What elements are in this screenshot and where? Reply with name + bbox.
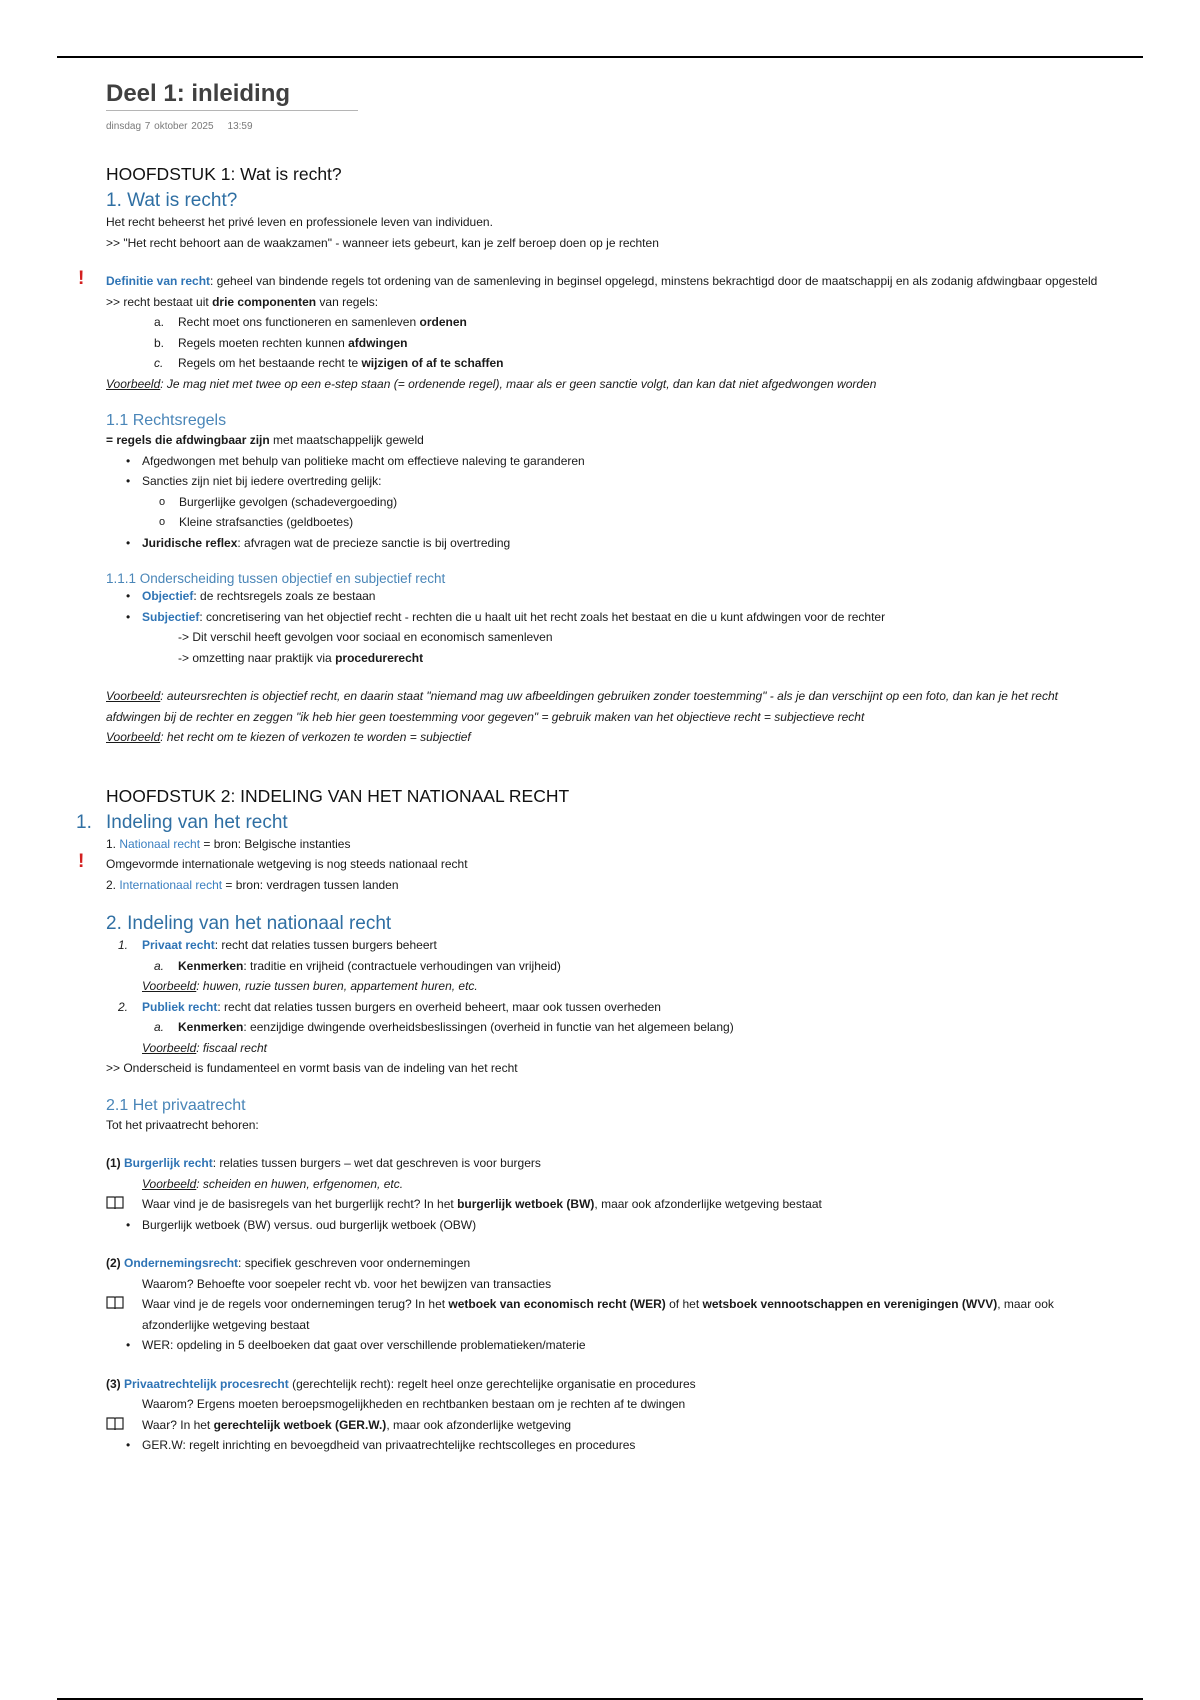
book-icon [106, 1296, 124, 1310]
components-intro: >> recht bestaat uit drie componenten van regels: [106, 294, 379, 309]
bullet-item: • Juridische reflex: afvragen wat de precieze sanctie is bij overtreding [106, 533, 1106, 554]
category-line: (2) Ondernemingsrecht: specifiek geschreven voor ondernemingen [106, 1256, 471, 1270]
paragraph: >> "Het recht behoort aan de waakzamen" - wanneer iets gebeurt, kan je zelf beroep doen op je rechten [106, 235, 659, 250]
note-page [76, 80, 1106, 1456]
sub-bullet-item: o Kleine strafsancties (geldboetes) [106, 512, 1106, 533]
paragraph: Waarom? Behoefte voor soepeler recht vb. voor het bewijzen van transacties [142, 1276, 552, 1291]
arrow-line: -> Dit verschil heeft gevolgen voor sociaal en economisch samenleven [178, 630, 553, 644]
book-line: Waar vind je de basisregels van het burgerlijk recht? In het burgerlijk wetboek (BW), maar ook afzonderlijke wetgeving bestaat [106, 1194, 1106, 1215]
bullet-item: • Subjectief: concretisering van het objectief recht - rechten die u haalt uit het recht zoals het bestaat en die u kunt afdwingen voor de rechter [106, 607, 1106, 628]
book-icon [106, 1196, 124, 1210]
bullet-item: • GER.W: regelt inrichting en bevoegdheid van privaatrechtelijke rechtscolleges en procedures [106, 1435, 1106, 1456]
section-heading: 1. Indeling van het recht [76, 811, 288, 833]
example-line: Voorbeeld: auteursrechten is objectief recht, en daarin staat "niemand mag uw afbeeldingen gebruiken zonder toestemming" - als je dan verschijnt op een foto, dan kan je het recht afdwingen bij de rechter en zeggen "ik heb hier geen toestemming voor gegeven" = gebruik maken van het objectieve recht = subjectieve recht [106, 689, 1058, 724]
chapter-1-title: HOOFDSTUK 1: Wat is recht? [106, 164, 342, 184]
paragraph: = regels die afdwingbaar zijn met maatschappelijk geweld [106, 433, 424, 447]
list-item: a. Kenmerken: traditie en vrijheid (contractuele verhoudingen van vrijheid) [154, 958, 561, 973]
list-item: b. Regels moeten rechten kunnen afdwingen [154, 335, 408, 350]
bullet-item: • WER: opdeling in 5 deelboeken dat gaat over verschillende problematieken/materie [106, 1335, 1106, 1356]
page-title: Deel 1: inleiding [106, 80, 358, 111]
bullet-item: • Objectief: de rechtsregels zoals ze bestaan [106, 586, 1106, 607]
bullet-item: • Afgedwongen met behulp van politieke macht om effectieve naleving te garanderen [106, 451, 1106, 472]
list-item: c. Regels om het bestaande recht te wijzigen of af te schaffen [154, 356, 504, 370]
section-1-heading: 1. Wat is recht? [106, 190, 238, 211]
section-1-1-1-heading: 1.1.1 Onderscheiding tussen objectief en subjectief recht [106, 571, 446, 586]
numbered-item: 1. Privaat recht: recht dat relaties tussen burgers beheert [118, 938, 437, 952]
example-line: Voorbeeld: het recht om te kiezen of verkozen te worden = subjectief [106, 730, 471, 744]
top-rule [57, 56, 1143, 58]
category-line: (1) Burgerlijk recht: relaties tussen burgers – wet dat geschreven is voor burgers [106, 1156, 541, 1170]
list-line: 1. Nationaal recht = bron: Belgische instanties [106, 836, 351, 851]
exclamation-icon: ! [78, 268, 85, 289]
example-line: Voorbeeld: scheiden en huwen, erfgenomen, etc. [142, 1176, 404, 1191]
definition-text: : geheel van bindende regels tot ordening van de samenleving in beginsel opgelegd, minstens bekrachtigd door de maatschappij en als zodanig afdwingbaar opgesteld [210, 274, 1098, 288]
book-line: Waar? In het gerechtelijk wetboek (GER.W.), maar ook afzonderlijke wetgeving [106, 1415, 1106, 1436]
note-line: ! Omgevormde internationale wetgeving is nog steeds nationaal recht [78, 851, 468, 872]
sub-bullet-item: o Burgerlijke gevolgen (schadevergoeding) [106, 492, 1106, 513]
list-item: a. Kenmerken: eenzijdige dwingende overheidsbeslissingen (overheid in functie van het algemeen belang) [154, 1020, 734, 1034]
chapter-2-title: HOOFDSTUK 2: INDELING VAN HET NATIONAAL RECHT [106, 785, 570, 806]
section-2-heading: 2. Indeling van het nationaal recht [106, 913, 392, 934]
list-line: 2. Internationaal recht = bron: verdragen tussen landen [106, 877, 399, 892]
page-timestamp [106, 121, 1106, 132]
book-icon [106, 1417, 124, 1431]
section-1-1-heading: 1.1 Rechtsregels [106, 412, 227, 429]
bullet-item: • Sancties zijn niet bij iedere overtreding gelijk: [106, 471, 1106, 492]
section-2-1-heading: 2.1 Het privaatrecht [106, 1096, 246, 1114]
paragraph: Tot het privaatrecht behoren: [106, 1117, 259, 1132]
paragraph: Waarom? Ergens moeten beroepsmogelijkheden en rechtbanken bestaan om je rechten af te dwingen [142, 1397, 686, 1411]
example-line: Voorbeeld: huwen, ruzie tussen buren, appartement huren, etc. [142, 979, 478, 993]
paragraph: >> Onderscheid is fundamenteel en vormt basis van de indeling van het recht [106, 1061, 518, 1075]
bullet-item: • Burgerlijk wetboek (BW) versus. oud burgerlijk wetboek (OBW) [106, 1215, 1106, 1236]
definition-line [78, 268, 1106, 292]
definition-term: Definitie van recht [106, 274, 211, 288]
category-line: (3) Privaatrechtelijk procesrecht (gerechtelijk recht): regelt heel onze gerechtelijke organisatie en procedures [106, 1376, 696, 1391]
example-line: Voorbeeld: fiscaal recht [142, 1040, 267, 1055]
page-time: 13:59 [227, 121, 253, 132]
list-item: a. Recht moet ons functioneren en samenleven ordenen [154, 315, 467, 329]
page-date: dinsdag 7 oktober 2025 [106, 121, 214, 132]
numbered-item: 2. Publiek recht: recht dat relaties tussen burgers en overheid beheert, maar ook tussen overheden [118, 999, 661, 1014]
example-line: Voorbeeld: Je mag niet met twee op een e-step staan (= ordenende regel), maar als er geen sanctie volgt, dan kan dat niet afgedwongen worden [106, 376, 877, 391]
arrow-line: -> omzetting naar praktijk via procedurerecht [178, 650, 424, 665]
paragraph: Het recht beheerst het privé leven en professionele leven van individuen. [106, 215, 493, 229]
book-line: Waar vind je de regels voor ondernemingen terug? In het wetboek van economisch recht (WER) of het wetsboek vennootschappen en verenigingen (WVV), maar ook afzonderlijke wetgeving bestaat [106, 1294, 1106, 1335]
exclamation-icon: ! [78, 851, 85, 872]
